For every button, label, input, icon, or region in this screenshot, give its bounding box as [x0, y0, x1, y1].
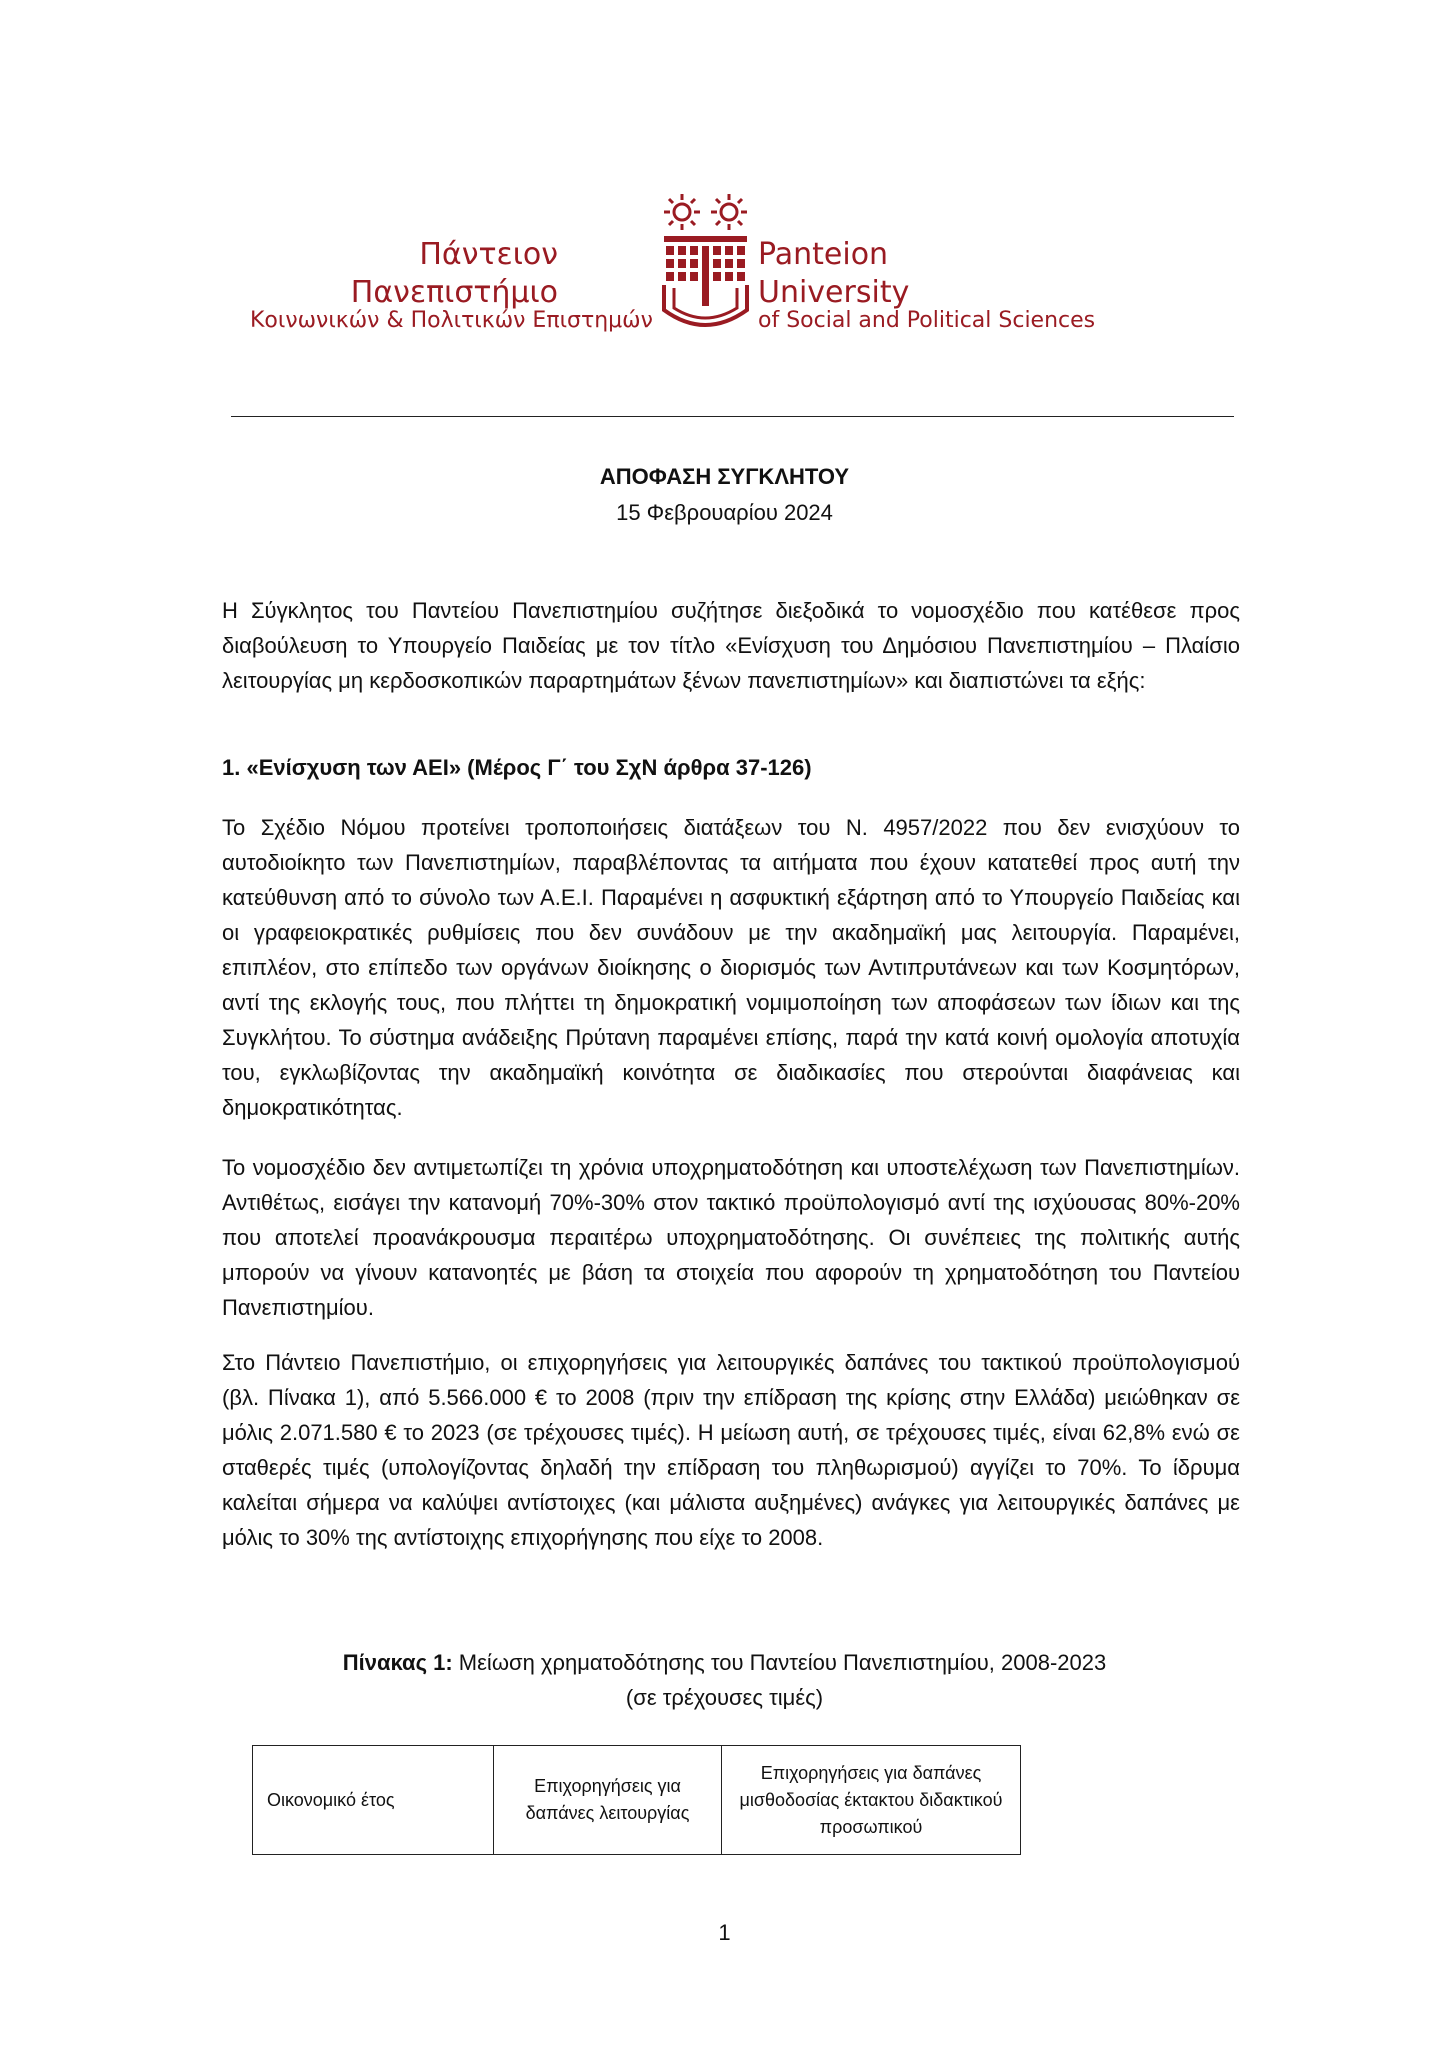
logo-english-line2: University: [758, 275, 910, 310]
logo-greek-line3: Κοινωνικών & Πολιτικών Επιστημών: [250, 308, 653, 333]
table-caption: [0, 1650, 1449, 1676]
header-fiscal-year: Οικονομικό έτος: [253, 1746, 494, 1855]
header-payroll-grants: Επιχορηγήσεις για δαπάνες μισθοδοσίας έκτακτου διδακτικού προσωπικού: [722, 1746, 1021, 1855]
university-logo: [228, 190, 1128, 340]
intro-paragraph: Η Σύγκλητος του Παντείου Πανεπιστημίου συζήτησε διεξοδικά το νομοσχέδιο που κατέθεσε προς διαβούλευση το Υπουργείο Παιδείας με τον τίτλο «Ενίσχυση του Δημόσιου Πανεπιστημίου – Πλαίσιο λειτουργίας μη κερδοσκοπικών παραρτημάτων ξένων πανεπιστημίων» και διαπιστώνει τα εξής:: [222, 598, 1240, 693]
table-caption-label: Πίνακας 1:: [342, 1650, 453, 1675]
table-caption-text: Μείωση χρηματοδότησης του Παντείου Πανεπιστημίου, 2008-2023: [452, 1650, 1107, 1675]
logo-english-line1: Panteion: [758, 237, 889, 272]
university-emblem-icon: [658, 190, 753, 340]
document-date: 15 Φεβρουαρίου 2024: [616, 500, 833, 525]
section-1-heading: 1. «Ενίσχυση των ΑΕΙ» (Μέρος Γ΄ του ΣχΝ άρθρα 37-126): [222, 755, 812, 780]
logo-english-line3: of Social and Political Sciences: [758, 308, 1096, 333]
header-operating-grants: Επιχορηγήσεις για δαπάνες λειτουργίας: [494, 1746, 722, 1855]
table-caption-subtitle: (σε τρέχουσες τιμές): [625, 1685, 824, 1710]
logo-greek-line1: Πάντειον: [419, 237, 558, 272]
header-divider: [231, 416, 1234, 417]
page-number: 1: [718, 1920, 731, 1945]
paragraph-4: Στο Πάντειο Πανεπιστήμιο, οι επιχορηγήσεις για λειτουργικές δαπάνες του τακτικού προϋπολογισμού (βλ. Πίνακα 1), από 5.566.000 € το 2008 (πριν την επίδραση της κρίσης στην Ελλάδα) μειώθηκαν σε μόλις 2.071.580 € το 2023 (σε τρέχουσες τιμές). Η μείωση αυτή, σε τρέχουσες τιμές, είναι 62,8% ενώ σε σταθερές τιμές (υπολογίζοντας δηλαδή την επίδραση του πληθωρισμού) αγγίζει το 70%. Το ίδρυμα καλείται σήμερα να καλύψει αντίστοιχες (και μάλιστα αυξημένες) ανάγκες για λειτουργικές δαπάνες με μόλις το 30% της αντίστοιχης επιχορήγησης που είχε το 2008.: [222, 1350, 1240, 1550]
paragraph-2: Το Σχέδιο Νόμου προτείνει τροποποιήσεις διατάξεων του Ν. 4957/2022 που δεν ενισχύουν το αυτοδιοίκητο των Πανεπιστημίων, παραβλέποντας τα αιτήματα που έχουν κατατεθεί προς αυτή την κατεύθυνση από το σύνολο των Α.Ε.Ι. Παραμένει η ασφυκτική εξάρτηση από το Υπουργείο Παιδείας και οι γραφειοκρατικές ρυθμίσεις που δεν συνάδουν με την ακαδημαϊκή μας λειτουργία. Παραμένει, επιπλέον, στο επίπεδο των οργάνων διοίκησης ο διορισμός των Αντιπρυτάνεων και των Κοσμητόρων, αντί της εκλογής τους, που πλήττει τη δημοκρατική νομιμοποίηση των αποφάσεων των ίδιων και της Συγκλήτου. Το σύστημα ανάδειξης Πρύτανη παραμένει επίσης, παρά την κατά κοινή ομολογία αποτυχία του, εγκλωβίζοντας την ακαδημαϊκή κοινότητα σε διαδικασίες που στερούνται διαφάνειας και δημοκρατικότητας.: [222, 815, 1240, 1120]
document-title: ΑΠΟΦΑΣΗ ΣΥΓΚΛΗΤΟΥ: [599, 464, 850, 489]
funding-table: [252, 1745, 1021, 1855]
table-header-row: [253, 1746, 1021, 1855]
paragraph-3: Το νομοσχέδιο δεν αντιμετωπίζει τη χρόνια υποχρηματοδότηση και υποστελέχωση των Πανεπιστημίων. Αντιθέτως, εισάγει την κατανομή 70%-30% στον τακτικό προϋπολογισμό αντί της ισχύουσας 80%-20% που αποτελεί προανάκρουσμα περαιτέρω υποχρηματοδότησης. Οι συνέπειες της πολιτικής αυτής μπορούν να γίνουν κατανοητές με βάση τα στοιχεία που αφορούν τη χρηματοδότηση του Παντείου Πανεπιστημίου.: [222, 1155, 1240, 1320]
logo-greek-line2: Πανεπιστήμιο: [350, 275, 558, 310]
